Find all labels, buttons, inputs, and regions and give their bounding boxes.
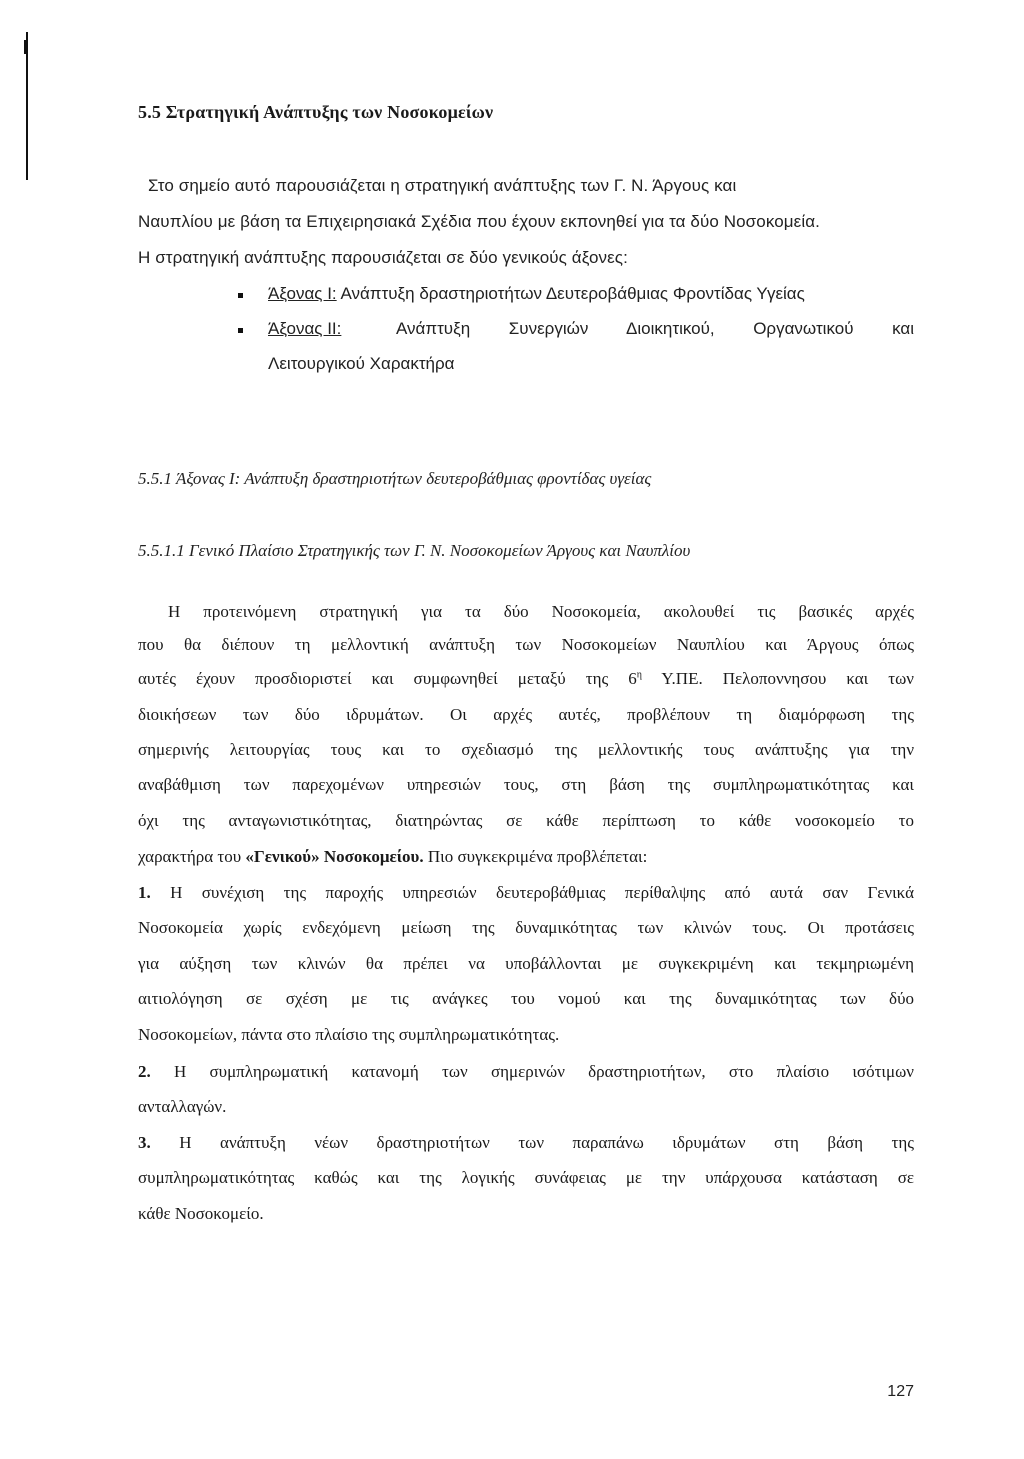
- section-title: 5.5 Στρατηγική Ανάπτυξης των Νοσοκομείων: [138, 102, 494, 122]
- paragraph-line-8-bold: «Γενικού» Νοσοκομείου.: [245, 847, 424, 866]
- paragraph-line-8a: χαρακτήρα του: [138, 847, 246, 866]
- paragraph-line-8: [138, 848, 914, 865]
- paragraph-line-7: όχι της ανταγωνιστικότητας, διατηρώντας σε κάθε περίπτωση το κάθε νοσοκομείο το: [138, 811, 914, 830]
- item-3-line-2: συμπληρωματικότητας καθώς και της λογικής συνάφειας με την υπάρχουσα κατάσταση σε: [138, 1168, 914, 1187]
- intro-line-2: Ναυπλίου με βάση τα Επιχειρησιακά Σχέδια που έχουν εκπονηθεί για τα δύο Νοσοκομεία.: [138, 212, 820, 231]
- item-1-number: 1.: [138, 883, 151, 902]
- item-2-line-2: ανταλλαγών.: [138, 1097, 227, 1116]
- item-3-line-1: [138, 1134, 914, 1151]
- item-1-line-1: [138, 884, 914, 901]
- item-2-line-1: [138, 1063, 914, 1080]
- superscript-eta: η: [636, 669, 642, 681]
- axis-2-label: Άξονας ΙΙ:: [268, 319, 342, 338]
- axis-2-text-line-2: Λειτουργικού Χαρακτήρα: [268, 354, 455, 373]
- intro-line-3: Η στρατηγική ανάπτυξης παρουσιάζεται σε δύο γενικούς άξονες:: [138, 248, 628, 267]
- bullet-square-icon: [238, 328, 243, 333]
- axis-1-text: Ανάπτυξη δραστηριοτήτων Δευτεροβάθμιας Φροντίδας Υγείας: [336, 284, 805, 303]
- axis-2-text-line-1: Ανάπτυξη Συνεργιών Διοικητικού, Οργανωτικού και: [396, 319, 914, 338]
- item-1-text-1: Η συνέχιση της παροχής υπηρεσιών δευτεροβάθμιας περίθαλψης από αυτά σαν Γενικά: [150, 883, 914, 902]
- paragraph-line-1: Η προτεινόμενη στρατηγική για τα δύο Νοσοκομεία, ακολουθεί τις βασικές αρχές: [168, 602, 914, 621]
- paragraph-line-2: που θα διέπουν τη μελλοντική ανάπτυξη των Νοσοκομείων Ναυπλίου και Άργους όπως: [138, 635, 914, 654]
- paragraph-line-3b: Υ.ΠΕ. Πελοποννησου και των: [641, 669, 914, 688]
- item-3-text-1: Η ανάπτυξη νέων δραστηριοτήτων των παραπάνω ιδρυμάτων στη βάση της: [150, 1133, 914, 1152]
- paragraph-line-3a: αυτές έχουν προσδιοριστεί και συμφωνηθεί μεταξύ της 6: [138, 669, 637, 688]
- subsection-title: 5.5.1 Άξονας Ι: Ανάπτυξη δραστηριοτήτων δευτεροβάθμιας φροντίδας υγείας: [138, 469, 652, 488]
- item-3-line-3: κάθε Νοσοκομείο.: [138, 1204, 264, 1223]
- axis-2-label-wrap: [268, 319, 341, 339]
- paragraph-line-6: αναβάθμιση των παρεχομένων υπηρεσιών τους, στη βάση της συμπληρωματικότητας και: [138, 775, 914, 794]
- paragraph-line-5: σημερινής λειτουργίας τους και το σχεδιασμό της μελλοντικής τους ανάπτυξης για την: [138, 740, 914, 759]
- item-1-line-5: Νοσοκομείων, πάντα στο πλαίσιο της συμπληρωματικότητας.: [138, 1025, 560, 1044]
- axis-1-label: Άξονας Ι:: [268, 284, 337, 303]
- margin-tick: [24, 40, 26, 54]
- axis-1-item: [268, 284, 805, 304]
- item-1-line-4: αιτιολόγηση σε σχέση με τις ανάγκες του νομού και της δυναμικότητας των δύο: [138, 989, 914, 1008]
- intro-line-1: Στο σημείο αυτό παρουσιάζεται η στρατηγική ανάπτυξης των Γ. Ν. Άργους και: [148, 176, 737, 195]
- paragraph-line-4: διοικήσεων των δύο ιδρυμάτων. Οι αρχές αυτές, προβλέπουν τη διαμόρφωση της: [138, 705, 914, 724]
- item-1-line-2: Νοσοκομεία χωρίς ενδεχόμενη μείωση της δυναμικότητας των κλινών τους. Οι προτάσεις: [138, 918, 914, 937]
- bullet-square-icon: [238, 293, 243, 298]
- subsubsection-title: 5.5.1.1 Γενικό Πλαίσιο Στρατηγικής των Γ. Ν. Νοσοκομείων Άργους και Ναυπλίου: [138, 541, 691, 560]
- item-3-number: 3.: [138, 1133, 151, 1152]
- paragraph-line-3: [138, 670, 914, 687]
- item-2-text-1: Η συμπληρωματική κατανομή των σημερινών δραστηριοτήτων, στο πλαίσιο ισότιμων: [150, 1062, 914, 1081]
- item-1-line-3: για αύξηση των κλινών θα πρέπει να υποβάλλονται με συγκεκριμένη και τεκμηριωμένη: [138, 954, 914, 973]
- item-2-number: 2.: [138, 1062, 151, 1081]
- page-number: 127: [887, 1383, 914, 1400]
- margin-rule: [26, 32, 28, 180]
- paragraph-line-8b: Πιο συγκεκριμένα προβλέπεται:: [423, 847, 648, 866]
